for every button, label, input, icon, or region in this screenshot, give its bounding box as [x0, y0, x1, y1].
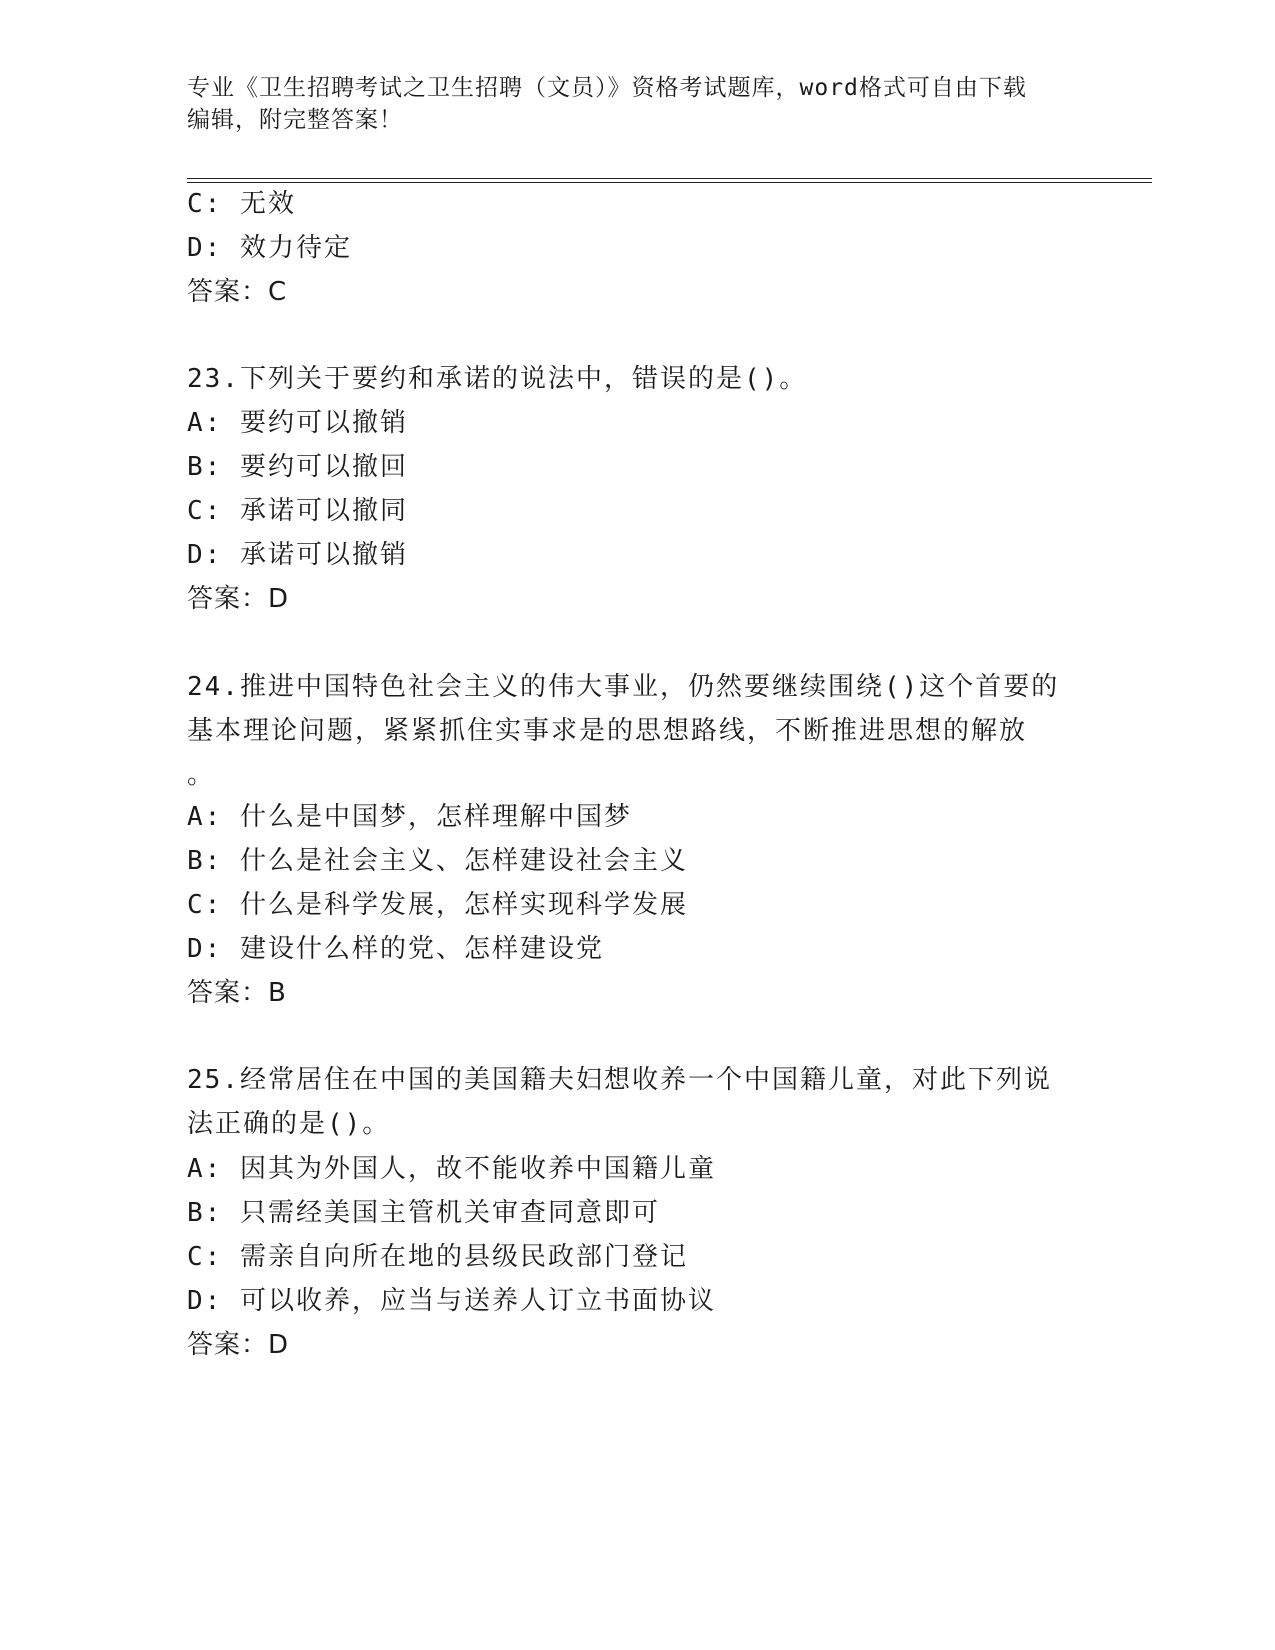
question-23-option-d: D: 承诺可以撤销	[187, 540, 408, 570]
header-line-2: 编辑，附完整答案！	[187, 107, 403, 133]
question-25-option-b: B: 只需经美国主管机关审查同意即可	[187, 1198, 660, 1228]
question-24-option-d: D: 建设什么样的党、怎样建设党	[187, 934, 604, 964]
question-24-answer: 答案：B	[187, 978, 287, 1008]
question-24-option-c: C: 什么是科学发展，怎样实现科学发展	[187, 890, 688, 920]
question-25-stem-line-2: 法正确的是()。	[187, 1109, 391, 1139]
question-24-stem-line-1: 24.推进中国特色社会主义的伟大事业，仍然要继续围绕()这个首要的	[187, 672, 1060, 702]
prev-option-c: C: 无效	[187, 189, 296, 219]
question-24-stem-line-2: 基本理论问题，紧紧抓住实事求是的思想路线，不断推进思想的解放	[187, 716, 1028, 746]
question-25-answer: 答案：D	[187, 1330, 290, 1360]
question-25-option-c: C: 需亲自向所在地的县级民政部门登记	[187, 1242, 688, 1272]
question-23-answer: 答案：D	[187, 584, 290, 614]
question-24-option-b: B: 什么是社会主义、怎样建设社会主义	[187, 846, 688, 876]
question-24-stem-line-3: 。	[187, 760, 216, 790]
header-divider-bottom	[187, 182, 1152, 183]
header-line-1: 专业《卫生招聘考试之卫生招聘（文员）》资格考试题库，word格式可自由下载	[187, 75, 1027, 101]
document-header	[187, 72, 1087, 136]
question-23-option-a: A: 要约可以撤销	[187, 408, 408, 438]
question-23-option-c: C: 承诺可以撤同	[187, 496, 408, 526]
question-25-option-a: A: 因其为外国人，故不能收养中国籍儿童	[187, 1154, 716, 1184]
question-25-stem-line-1: 25.经常居住在中国的美国籍夫妇想收养一个中国籍儿童，对此下列说	[187, 1065, 1052, 1095]
header-divider-top	[187, 178, 1152, 179]
prev-option-d: D: 效力待定	[187, 233, 352, 263]
question-23-stem: 23.下列关于要约和承诺的说法中，错误的是()。	[187, 364, 808, 394]
prev-answer: 答案：C	[187, 277, 288, 307]
question-23-option-b: B: 要约可以撤回	[187, 452, 408, 482]
question-25-option-d: D: 可以收养，应当与送养人订立书面协议	[187, 1286, 716, 1316]
question-24-option-a: A: 什么是中国梦，怎样理解中国梦	[187, 802, 632, 832]
